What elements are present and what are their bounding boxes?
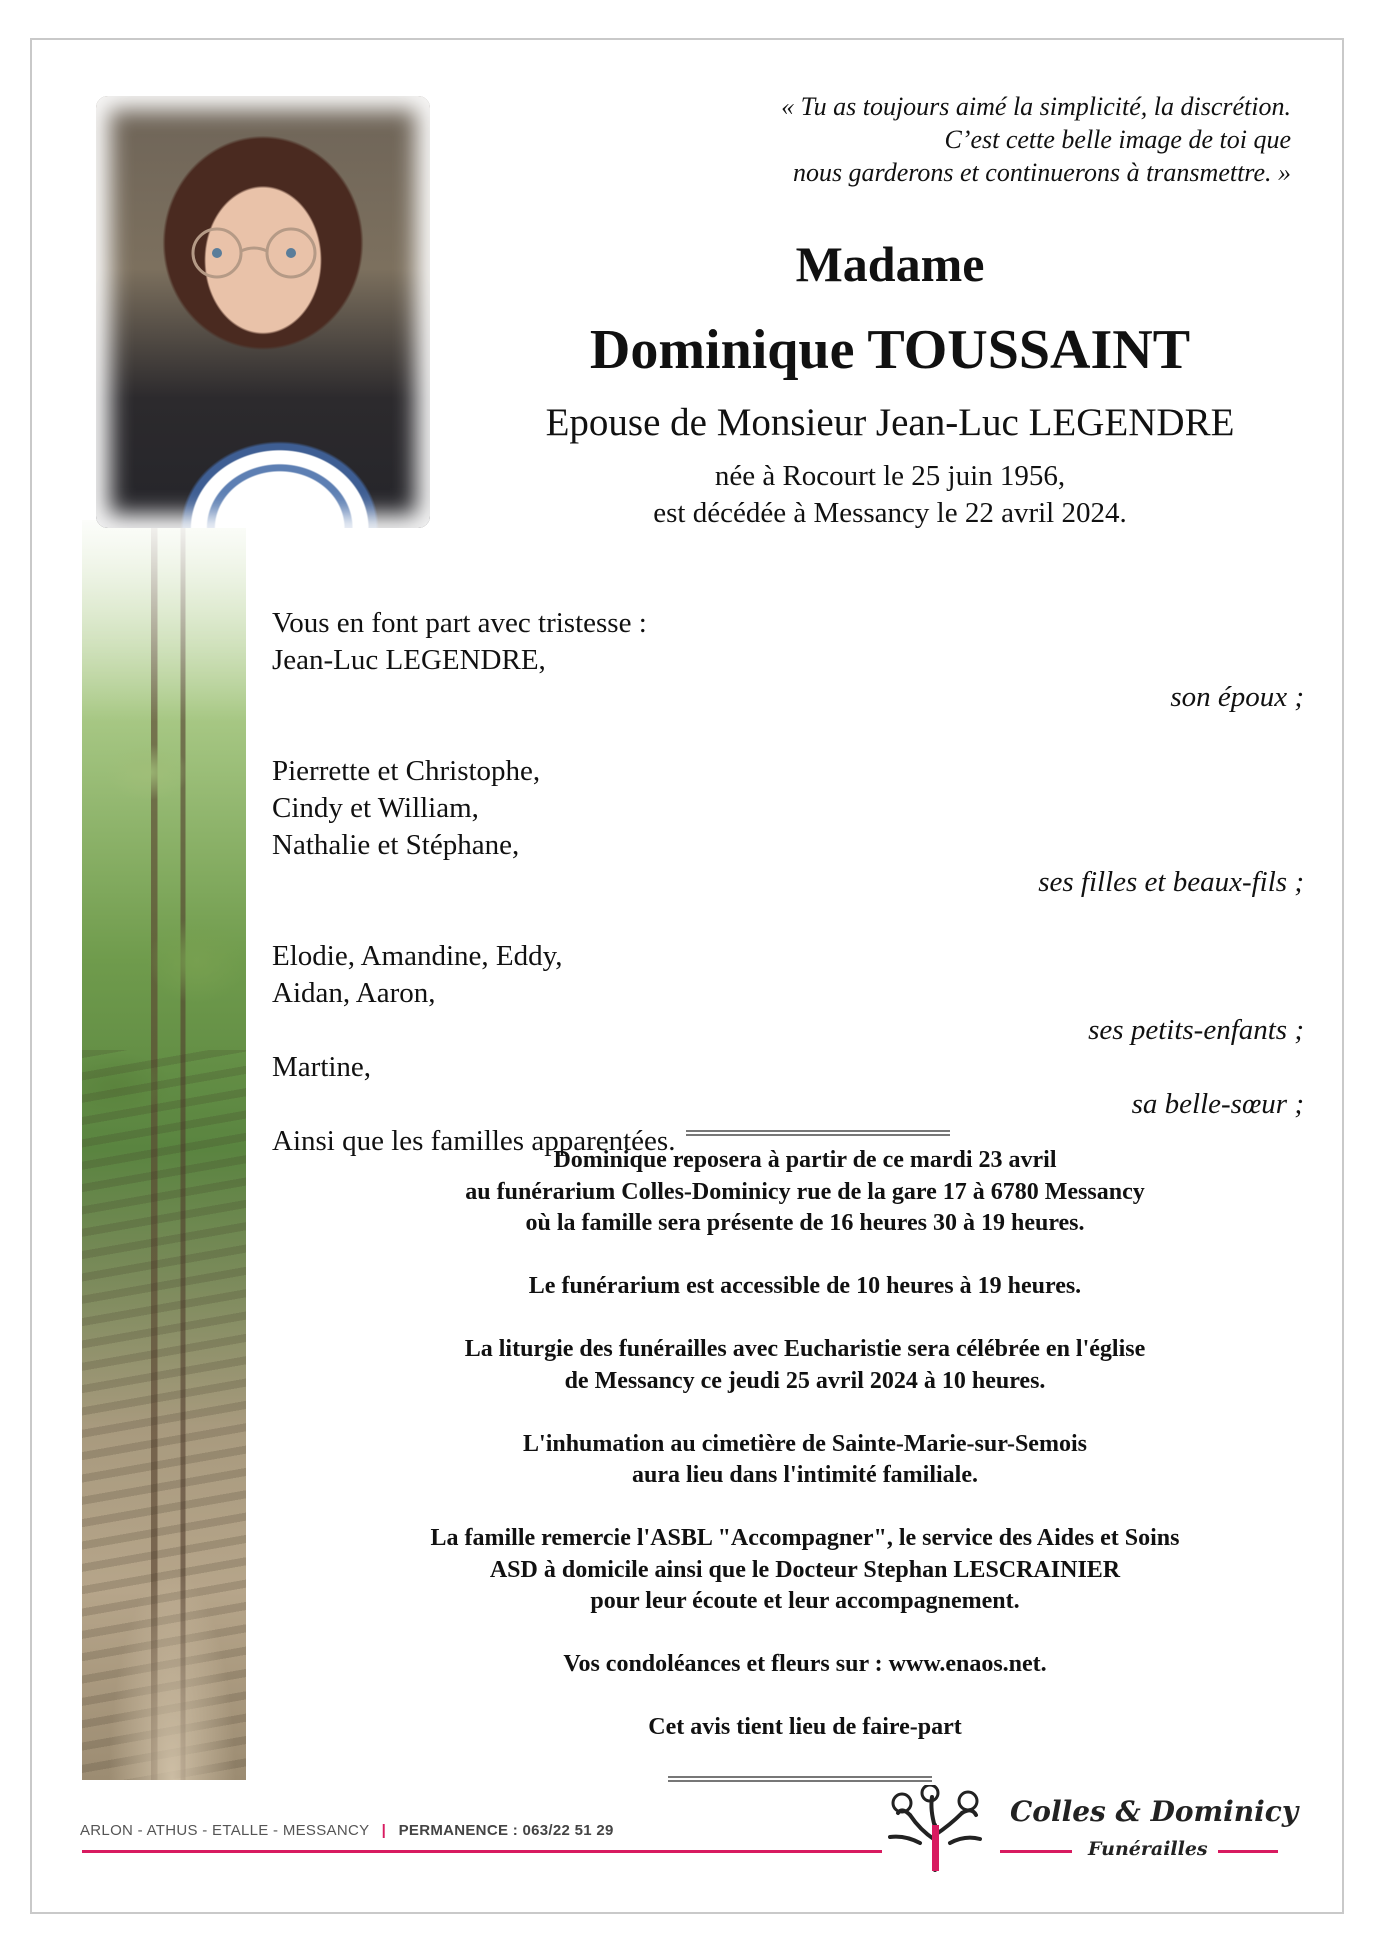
family-name: Aidan, Aaron,	[272, 977, 436, 1009]
deceased-name: Dominique TOUSSAINT	[589, 319, 1191, 381]
forest-path-overlay	[82, 1050, 246, 1780]
footer-separator: |	[381, 1822, 387, 1839]
family-relation: sa belle-sœur ;	[1131, 1088, 1304, 1120]
portrait-photo	[96, 96, 430, 528]
brand-name: Colles & Dominicy	[1010, 1795, 1299, 1828]
honorific: Madame	[795, 236, 985, 292]
info-paragraph-notice	[330, 1712, 1280, 1744]
death-line: est décédée à Messancy le 22 avril 2024.	[653, 497, 1127, 529]
info-line: ASD à domicile ainsi que le Docteur Stephan LESCRAINIER	[489, 1556, 1121, 1583]
brand-subtitle: Funérailles	[1088, 1838, 1208, 1860]
birth-line: née à Rocourt le 25 juin 1956,	[714, 460, 1066, 492]
info-paragraph-hours	[330, 1271, 1280, 1303]
spouse-line: Epouse de Monsieur Jean-Luc LEGENDRE	[545, 401, 1235, 444]
brand-underline-left	[1000, 1850, 1072, 1853]
info-line: au funérarium Colles-Dominicy rue de la gare 17 à 6780 Messancy	[465, 1178, 1145, 1205]
brand-underline-right	[1218, 1850, 1278, 1853]
info-line: pour leur écoute et leur accompagnement.	[590, 1588, 1020, 1614]
info-line: de Messancy ce jeudi 25 avril 2024 à 10 heures.	[564, 1367, 1046, 1394]
info-line: La famille remercie l'ASBL "Accompagner", le service des Aides et Soins	[430, 1525, 1180, 1551]
footer-permanence: PERMANENCE : 063/22 51 29	[398, 1822, 614, 1839]
footer-contact	[80, 1822, 614, 1839]
info-line: Cet avis tient lieu de faire-part	[648, 1714, 962, 1740]
info-paragraph-burial	[330, 1429, 1280, 1492]
family-name: Nathalie et Stéphane,	[272, 829, 520, 861]
memorial-quote	[591, 90, 1291, 189]
divider-top	[686, 1130, 950, 1136]
family-name: Pierrette et Christophe,	[272, 755, 541, 787]
family-name: Elodie, Amandine, Eddy,	[272, 940, 563, 972]
divider-bottom	[668, 1776, 932, 1782]
info-line: Dominique reposera à partir de ce mardi 23 avril	[553, 1147, 1057, 1173]
family-intro: Vous en font part avec tristesse :	[272, 607, 647, 639]
family-relation: ses filles et beaux-fils ;	[1038, 866, 1304, 898]
info-paragraph-liturgy	[330, 1334, 1280, 1397]
quote-line: « Tu as toujours aimé la simplicité, la discrétion.	[781, 92, 1291, 121]
info-paragraph-condolences	[330, 1649, 1280, 1681]
family-name: Cindy et William,	[272, 792, 479, 824]
footer-accent-line	[82, 1850, 882, 1853]
info-line: Vos condoléances et fleurs sur : www.enaos.net.	[563, 1651, 1047, 1677]
family-name: Jean-Luc LEGENDRE,	[272, 644, 546, 676]
info-line: La liturgie des funérailles avec Eucharistie sera célébrée en l'église	[464, 1336, 1146, 1362]
footer-locations: ARLON - ATHUS - ETALLE - MESSANCY	[80, 1822, 370, 1839]
info-line: L'inhumation au cimetière de Sainte-Marie-sur-Semois	[523, 1430, 1087, 1457]
info-line: aura lieu dans l'intimité familiale.	[632, 1462, 978, 1488]
funeral-info	[330, 1145, 1280, 1775]
quote-line: nous garderons et continuerons à transmettre. »	[792, 158, 1291, 187]
family-closing: Ainsi que les familles apparentées.	[272, 1125, 676, 1157]
info-line: Le funérarium est accessible de 10 heures à 19 heures.	[528, 1273, 1082, 1299]
family-list	[272, 605, 1304, 1160]
family-relation: son époux ;	[1170, 681, 1304, 713]
birth-death-dates	[560, 458, 1220, 532]
tree-logo-icon	[880, 1785, 990, 1875]
portrait-glasses	[181, 225, 341, 285]
family-relation: ses petits-enfants ;	[1088, 1014, 1304, 1046]
info-paragraph-visitation	[330, 1145, 1280, 1240]
info-paragraph-thanks	[330, 1523, 1280, 1618]
info-line: où la famille sera présente de 16 heures 30 à 19 heures.	[525, 1210, 1085, 1236]
quote-line: C’est cette belle image de toi que	[944, 125, 1291, 154]
family-name: Martine,	[272, 1051, 372, 1083]
